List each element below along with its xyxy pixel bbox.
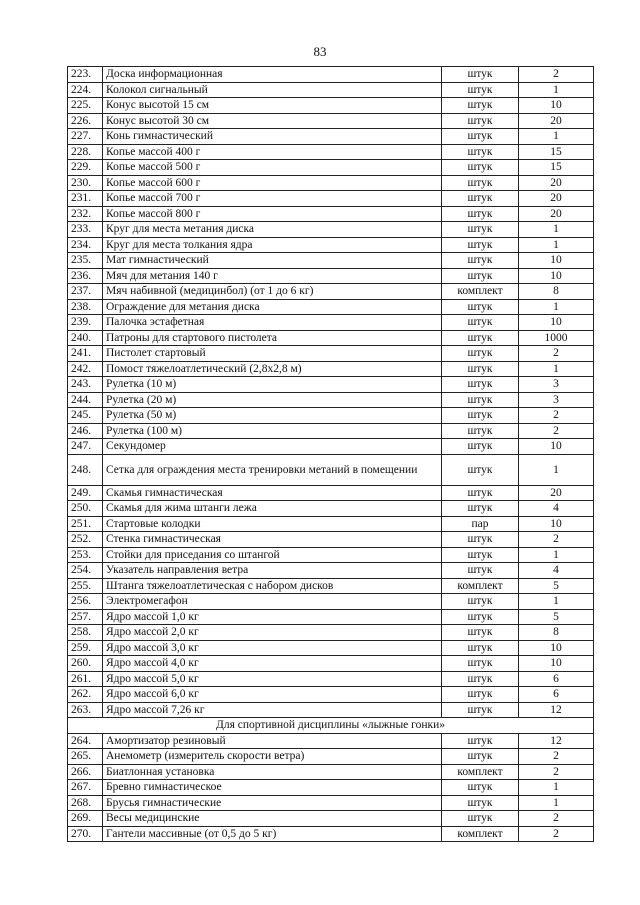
row-unit: штук [442, 594, 519, 610]
row-quantity: 2 [519, 67, 594, 83]
row-name: Мяч набивной (медицинбол) (от 1 до 6 кг) [103, 284, 442, 300]
row-quantity: 20 [519, 485, 594, 501]
row-number: 225. [68, 98, 103, 114]
row-name: Электромегафон [103, 594, 442, 610]
row-name: Скамья для жима штанги лежа [103, 501, 442, 517]
row-quantity: 1 [519, 780, 594, 796]
row-unit: штук [442, 361, 519, 377]
row-quantity: 1 [519, 299, 594, 315]
row-number: 256. [68, 594, 103, 610]
row-number: 249. [68, 485, 103, 501]
row-unit: штук [442, 687, 519, 703]
row-number: 258. [68, 625, 103, 641]
table-row [68, 191, 594, 207]
table-section-tall-row [68, 454, 594, 485]
table-row [68, 129, 594, 145]
row-name: Биатлонная установка [103, 764, 442, 780]
row-name: Рулетка (100 м) [103, 423, 442, 439]
row-name: Сетка для ограждения места тренировки метаний в помещении [103, 454, 442, 485]
row-unit: штук [442, 299, 519, 315]
row-name: Стартовые колодки [103, 516, 442, 532]
row-unit: штук [442, 423, 519, 439]
row-quantity: 1 [519, 594, 594, 610]
row-name: Гантели массивные (от 0,5 до 5 кг) [103, 826, 442, 842]
row-name: Брусья гимнастические [103, 795, 442, 811]
row-quantity: 10 [519, 640, 594, 656]
row-unit: штук [442, 609, 519, 625]
table-row [68, 144, 594, 160]
row-number: 245. [68, 408, 103, 424]
row-unit: штук [442, 532, 519, 548]
row-unit: штук [442, 702, 519, 718]
row-name: Анемометр (измеритель скорости ветра) [103, 749, 442, 765]
row-name: Весы медицинские [103, 811, 442, 827]
row-name: Мяч для метания 140 г [103, 268, 442, 284]
row-number: 270. [68, 826, 103, 842]
row-number: 254. [68, 563, 103, 579]
table-row [68, 206, 594, 222]
table-row [68, 795, 594, 811]
row-unit: штук [442, 749, 519, 765]
row-quantity: 5 [519, 609, 594, 625]
row-unit: штук [442, 175, 519, 191]
row-number: 257. [68, 609, 103, 625]
table-row [68, 175, 594, 191]
row-name: Доска информационная [103, 67, 442, 83]
row-unit: штук [442, 408, 519, 424]
row-unit: штук [442, 206, 519, 222]
row-name: Рулетка (10 м) [103, 377, 442, 393]
table-row [68, 811, 594, 827]
row-unit: штук [442, 237, 519, 253]
table-row [68, 485, 594, 501]
table-row [68, 578, 594, 594]
row-unit: комплект [442, 578, 519, 594]
row-unit: штук [442, 144, 519, 160]
row-name: Мат гимнастический [103, 253, 442, 269]
row-quantity: 4 [519, 563, 594, 579]
row-unit: штук [442, 671, 519, 687]
table-row [68, 733, 594, 749]
row-quantity: 6 [519, 671, 594, 687]
row-unit: штук [442, 501, 519, 517]
row-name: Ядро массой 1,0 кг [103, 609, 442, 625]
row-name: Копье массой 600 г [103, 175, 442, 191]
row-name: Копье массой 500 г [103, 160, 442, 176]
row-quantity: 10 [519, 315, 594, 331]
row-number: 253. [68, 547, 103, 563]
table-row [68, 284, 594, 300]
row-quantity: 1000 [519, 330, 594, 346]
table-row [68, 299, 594, 315]
table-row [68, 315, 594, 331]
row-quantity: 12 [519, 733, 594, 749]
row-quantity: 1 [519, 547, 594, 563]
row-quantity: 2 [519, 764, 594, 780]
row-unit: штук [442, 811, 519, 827]
row-name: Скамья гимнастическая [103, 485, 442, 501]
row-quantity: 15 [519, 144, 594, 160]
row-name: Круг для места толкания ядра [103, 237, 442, 253]
page-number: 83 [313, 44, 327, 59]
row-unit: штук [442, 780, 519, 796]
row-name: Копье массой 700 г [103, 191, 442, 207]
row-unit: штук [442, 268, 519, 284]
table-row [68, 222, 594, 238]
table-row [68, 780, 594, 796]
row-unit: штук [442, 640, 519, 656]
table-row [68, 671, 594, 687]
row-quantity: 2 [519, 532, 594, 548]
row-number: 241. [68, 346, 103, 362]
table-row [68, 625, 594, 641]
row-name: Копье массой 400 г [103, 144, 442, 160]
row-unit: штук [442, 377, 519, 393]
row-quantity: 1 [519, 454, 594, 485]
row-unit: штук [442, 129, 519, 145]
row-name: Амортизатор резиновый [103, 733, 442, 749]
row-number: 246. [68, 423, 103, 439]
row-unit: штук [442, 67, 519, 83]
row-number: 267. [68, 780, 103, 796]
row-number: 250. [68, 501, 103, 517]
table-row [68, 687, 594, 703]
table-row [68, 609, 594, 625]
row-quantity: 2 [519, 408, 594, 424]
row-number: 260. [68, 656, 103, 672]
row-quantity: 4 [519, 501, 594, 517]
row-number: 237. [68, 284, 103, 300]
row-quantity: 5 [519, 578, 594, 594]
row-quantity: 2 [519, 346, 594, 362]
row-number: 224. [68, 82, 103, 98]
table-row [68, 826, 594, 842]
row-number: 255. [68, 578, 103, 594]
row-number: 269. [68, 811, 103, 827]
row-unit: комплект [442, 284, 519, 300]
row-name: Рулетка (20 м) [103, 392, 442, 408]
table-row [68, 82, 594, 98]
row-quantity: 10 [519, 656, 594, 672]
row-number: 240. [68, 330, 103, 346]
row-unit: штук [442, 563, 519, 579]
table-row [68, 501, 594, 517]
row-quantity: 20 [519, 206, 594, 222]
row-number: 264. [68, 733, 103, 749]
row-quantity: 1 [519, 222, 594, 238]
row-name: Ядро массой 4,0 кг [103, 656, 442, 672]
table-row [68, 160, 594, 176]
row-unit: штук [442, 625, 519, 641]
table-section-ski-racing [68, 733, 594, 842]
table-row [68, 640, 594, 656]
row-name: Ядро массой 7,26 кг [103, 702, 442, 718]
row-quantity: 1 [519, 237, 594, 253]
row-unit: штук [442, 656, 519, 672]
table-row [68, 237, 594, 253]
row-number: 262. [68, 687, 103, 703]
table-section-heading [68, 718, 594, 734]
table-row [68, 439, 594, 455]
row-unit: штук [442, 392, 519, 408]
row-unit: штук [442, 113, 519, 129]
row-name: Помост тяжелоатлетический (2,8x2,8 м) [103, 361, 442, 377]
table-row [68, 392, 594, 408]
row-unit: комплект [442, 826, 519, 842]
row-unit: штук [442, 733, 519, 749]
row-number: 227. [68, 129, 103, 145]
row-quantity: 2 [519, 749, 594, 765]
row-number: 248. [68, 454, 103, 485]
table-row [68, 547, 594, 563]
row-unit: штук [442, 454, 519, 485]
row-number: 233. [68, 222, 103, 238]
table-section-athletics [68, 67, 594, 455]
row-name: Патроны для стартового пистолета [103, 330, 442, 346]
table-row [68, 268, 594, 284]
row-unit: штук [442, 547, 519, 563]
table-row [68, 253, 594, 269]
row-name: Ядро массой 2,0 кг [103, 625, 442, 641]
row-quantity: 10 [519, 439, 594, 455]
row-name: Указатель направления ветра [103, 563, 442, 579]
section-heading-row [68, 718, 594, 734]
equipment-table [67, 66, 594, 842]
row-unit: штук [442, 330, 519, 346]
table-row [68, 377, 594, 393]
table-row [68, 361, 594, 377]
row-unit: комплект [442, 764, 519, 780]
row-number: 268. [68, 795, 103, 811]
table-row [68, 764, 594, 780]
row-quantity: 2 [519, 826, 594, 842]
row-unit: штук [442, 98, 519, 114]
row-name: Ядро массой 6,0 кг [103, 687, 442, 703]
row-number: 229. [68, 160, 103, 176]
row-number: 223. [68, 67, 103, 83]
row-quantity: 8 [519, 625, 594, 641]
row-quantity: 20 [519, 113, 594, 129]
row-number: 266. [68, 764, 103, 780]
row-name: Конус высотой 30 см [103, 113, 442, 129]
row-name: Пистолет стартовый [103, 346, 442, 362]
section-title: Для спортивной дисциплины «лыжные гонки» [68, 718, 594, 734]
row-quantity: 20 [519, 191, 594, 207]
row-name: Стойки для приседания со штангой [103, 547, 442, 563]
table-row [68, 423, 594, 439]
row-name: Конь гимнастический [103, 129, 442, 145]
table-row [68, 516, 594, 532]
row-number: 247. [68, 439, 103, 455]
row-number: 231. [68, 191, 103, 207]
table-row [68, 532, 594, 548]
table-row [68, 67, 594, 83]
row-quantity: 15 [519, 160, 594, 176]
table-row [68, 408, 594, 424]
row-unit: штук [442, 82, 519, 98]
row-number: 265. [68, 749, 103, 765]
row-name: Ядро массой 3,0 кг [103, 640, 442, 656]
row-unit: штук [442, 160, 519, 176]
row-name: Круг для места метания диска [103, 222, 442, 238]
row-quantity: 3 [519, 377, 594, 393]
row-number: 242. [68, 361, 103, 377]
table-row [68, 749, 594, 765]
row-unit: штук [442, 439, 519, 455]
row-number: 228. [68, 144, 103, 160]
row-unit: штук [442, 222, 519, 238]
row-unit: штук [442, 795, 519, 811]
row-number: 239. [68, 315, 103, 331]
row-quantity: 10 [519, 268, 594, 284]
row-quantity: 12 [519, 702, 594, 718]
row-quantity: 6 [519, 687, 594, 703]
row-number: 232. [68, 206, 103, 222]
table-row [68, 563, 594, 579]
row-number: 230. [68, 175, 103, 191]
table-row [68, 454, 594, 485]
table-section-athletics-2 [68, 485, 594, 718]
row-number: 244. [68, 392, 103, 408]
row-quantity: 2 [519, 811, 594, 827]
row-quantity: 1 [519, 361, 594, 377]
row-unit: штук [442, 346, 519, 362]
table-row [68, 702, 594, 718]
row-number: 235. [68, 253, 103, 269]
row-name: Копье массой 800 г [103, 206, 442, 222]
table-row [68, 346, 594, 362]
table-row [68, 113, 594, 129]
row-number: 263. [68, 702, 103, 718]
row-number: 261. [68, 671, 103, 687]
table-row [68, 656, 594, 672]
row-number: 259. [68, 640, 103, 656]
row-quantity: 10 [519, 98, 594, 114]
row-number: 252. [68, 532, 103, 548]
row-quantity: 1 [519, 129, 594, 145]
row-unit: штук [442, 315, 519, 331]
row-name: Бревно гимнастическое [103, 780, 442, 796]
row-name: Конус высотой 15 см [103, 98, 442, 114]
row-unit: штук [442, 485, 519, 501]
row-unit: штук [442, 253, 519, 269]
row-number: 243. [68, 377, 103, 393]
row-number: 226. [68, 113, 103, 129]
row-name: Стенка гимнастическая [103, 532, 442, 548]
row-quantity: 2 [519, 423, 594, 439]
row-number: 236. [68, 268, 103, 284]
table-row [68, 330, 594, 346]
row-name: Ограждение для метания диска [103, 299, 442, 315]
row-number: 251. [68, 516, 103, 532]
row-unit: штук [442, 191, 519, 207]
row-quantity: 10 [519, 516, 594, 532]
row-name: Палочка эстафетная [103, 315, 442, 331]
table-row [68, 594, 594, 610]
row-quantity: 1 [519, 795, 594, 811]
row-quantity: 10 [519, 253, 594, 269]
row-number: 234. [68, 237, 103, 253]
row-name: Штанга тяжелоатлетическая с набором дисков [103, 578, 442, 594]
row-quantity: 20 [519, 175, 594, 191]
row-name: Ядро массой 5,0 кг [103, 671, 442, 687]
row-quantity: 3 [519, 392, 594, 408]
row-number: 238. [68, 299, 103, 315]
row-name: Колокол сигнальный [103, 82, 442, 98]
row-name: Рулетка (50 м) [103, 408, 442, 424]
row-unit: пар [442, 516, 519, 532]
table-row [68, 98, 594, 114]
row-quantity: 8 [519, 284, 594, 300]
row-name: Секундомер [103, 439, 442, 455]
row-quantity: 1 [519, 82, 594, 98]
